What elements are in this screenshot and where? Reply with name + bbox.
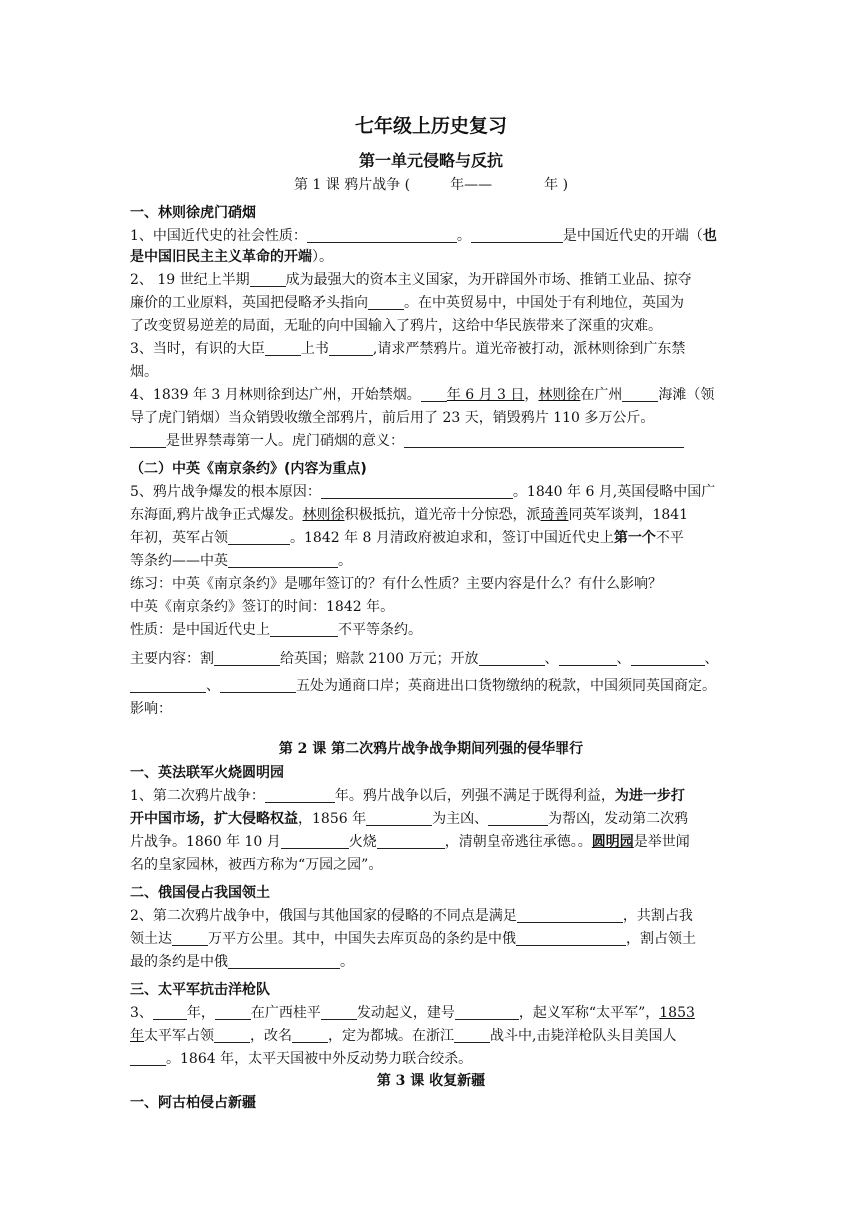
blank (228, 552, 338, 568)
paragraph-line: 主要内容：割 给英国；赔款 2100 万元；开放 、 、 、 (130, 651, 719, 667)
blank (488, 810, 548, 826)
blank (270, 621, 338, 637)
paragraph-line: 片战争。1860 年 10 月 火烧 ，清朝皇帝逃往承德。。圆明园是举世闻 (130, 834, 690, 850)
paragraph-line: 3、当时，有识的大臣 上书 ,请求严禁鸦片。道光帝被打动，派林则徐到广东禁 (130, 341, 686, 357)
blank (220, 677, 296, 693)
lesson-1-title: 第 1 课 鸦片战争 ( 年—— 年 ) (293, 177, 569, 193)
unit-title: 第一单元侵略与反抗 (358, 151, 503, 170)
blank (307, 227, 457, 243)
blank (329, 340, 373, 356)
blank (265, 340, 301, 356)
paragraph-line: 等条约——中英 。 (130, 553, 352, 569)
section-heading: （二）中英《南京条约》(内容为重点) (130, 461, 367, 477)
section-heading: 三、太平军抗击洋枪队 (130, 982, 270, 998)
section-heading: 二、俄国侵占我国领土 (130, 885, 270, 901)
paragraph-line: 、 五处为通商口岸；英商进出口货物缴纳的税款，中国须同英国商定。 (130, 676, 732, 696)
blank (281, 833, 349, 849)
blank (130, 432, 166, 448)
paragraph-line: 是中国旧民主主义革命的开端）。 (130, 249, 333, 265)
section-heading: 一、英法联军火烧圆明园 (130, 765, 284, 781)
paragraph-line: 2、 19 世纪上半期 成为最强大的资本主义国家，为开辟国外市场、推销工业品、掠夺 (130, 272, 692, 288)
blank (321, 483, 513, 499)
blank (454, 1027, 490, 1043)
paragraph-line: 2、第二次鸦片战争中，俄国与其他国家的侵略的不同点是满足 ，共割占我 (130, 908, 693, 924)
paragraph-line: 开中国市场，扩大侵略权益，1856 年 为主凶、 为帮凶，发动第二次鸦 (130, 811, 689, 827)
blank (377, 833, 445, 849)
blank (250, 271, 286, 287)
blank (517, 907, 623, 923)
paragraph-line: 最的条约是中俄 。 (130, 954, 354, 970)
paragraph-line: 廉价的工业原料，英国把侵略矛头指向 。在中英贸易中，中国处于有利地位，英国为 (130, 295, 684, 311)
section-heading: 一、阿古柏侵占新疆 (130, 1095, 256, 1111)
paragraph-line: 1、第二次鸦片战争： 年。鸦片战争以后，列强不满足于既得利益，为进一步打 (130, 788, 685, 804)
blank (421, 386, 447, 402)
document-title: 七年级上历史复习 (354, 116, 507, 136)
blank (215, 1004, 251, 1020)
blank (455, 1004, 519, 1020)
blank (622, 386, 658, 402)
blank (559, 650, 617, 666)
paragraph-line: 是世界禁毒第一人。虎门硝烟的意义： (130, 431, 732, 451)
blank (228, 953, 340, 969)
blank (366, 810, 432, 826)
paragraph-line: 导了虎门销烟）当众销毁收缴全部鸦片，前后用了 23 天，销毁鸦片 110 多万公斤。 (130, 410, 655, 426)
blank (479, 650, 545, 666)
blank (631, 650, 705, 666)
blank (214, 650, 280, 666)
paragraph-line: 。1864 年，太平天国被中外反动势力联合绞杀。 (130, 1049, 732, 1069)
paragraph-line: 了改变贸易逆差的局面，无耻的向中国输入了鸦片，这给中华民族带来了深重的灾难。 (130, 318, 662, 334)
blank (404, 432, 684, 448)
blank (130, 1050, 166, 1066)
blank (321, 1004, 357, 1020)
paragraph-line: 性质：是中国近代史上 不平等条约。 (130, 622, 422, 638)
blank (153, 1004, 187, 1020)
paragraph-line: 名的皇家园林，被西方称为“万园之园”。 (130, 857, 383, 873)
blank (471, 227, 563, 243)
exercise-question: 练习：中英《南京条约》是哪年签订的？有什么性质？主要内容是什么？有什么影响？ (130, 576, 662, 592)
blank (410, 177, 450, 192)
paragraph-line: 年太平军占领 ，改名 ，定为都城。在浙江 战斗中,击毙洋枪队头目美国人 (130, 1028, 677, 1044)
lesson-3-title: 第 3 课 收复新疆 (376, 1073, 486, 1089)
blank (492, 177, 544, 192)
paragraph-line: 5、鸦片战争爆发的根本原因： 。1840 年 6 月,英国侵略中国广 (130, 484, 716, 500)
paragraph-line: 年初，英军占领 。1842 年 8 月清政府被迫求和，签订中国近代史上第一个不平 (130, 530, 684, 546)
paragraph-line: 东海面,鸦片战争正式爆发。林则徐积极抵抗，道光帝十分惊恐，派琦善同英军谈判，1841 (130, 507, 689, 523)
paragraph-line: 4、1839 年 3 月林则徐到达广州，开始禁烟。 年 6 月 3 日，林则徐在广州 海滩（领 (130, 387, 715, 403)
paragraph-line: 1、中国近代史的社会性质： 。 是中国近代史的开端（也 (130, 228, 717, 244)
section-heading: 一、林则徐虎门硝烟 (130, 205, 256, 221)
blank (130, 677, 206, 693)
lesson-2-title: 第 2 课 第二次鸦片战争战争期间列强的侵华罪行 (278, 741, 584, 757)
blank (368, 294, 404, 310)
paragraph-line: 烟。 (130, 364, 158, 380)
blank (292, 1027, 328, 1043)
blank (265, 787, 335, 803)
paragraph-line: 领土达 万平方公里。其中，中国失去库页岛的条约是中俄 ，割占领土 (130, 931, 696, 947)
paragraph-line: 影响： (130, 701, 172, 717)
paragraph-line: 中英《南京条约》签订的时间：1842 年。 (130, 599, 395, 615)
blank (214, 1027, 250, 1043)
blank (228, 529, 290, 545)
paragraph-line: 3、 年， 在广西桂平 发动起义，建号 ，起义军称“太平军”，1853 (130, 1005, 695, 1021)
blank (172, 930, 208, 946)
blank (516, 930, 626, 946)
